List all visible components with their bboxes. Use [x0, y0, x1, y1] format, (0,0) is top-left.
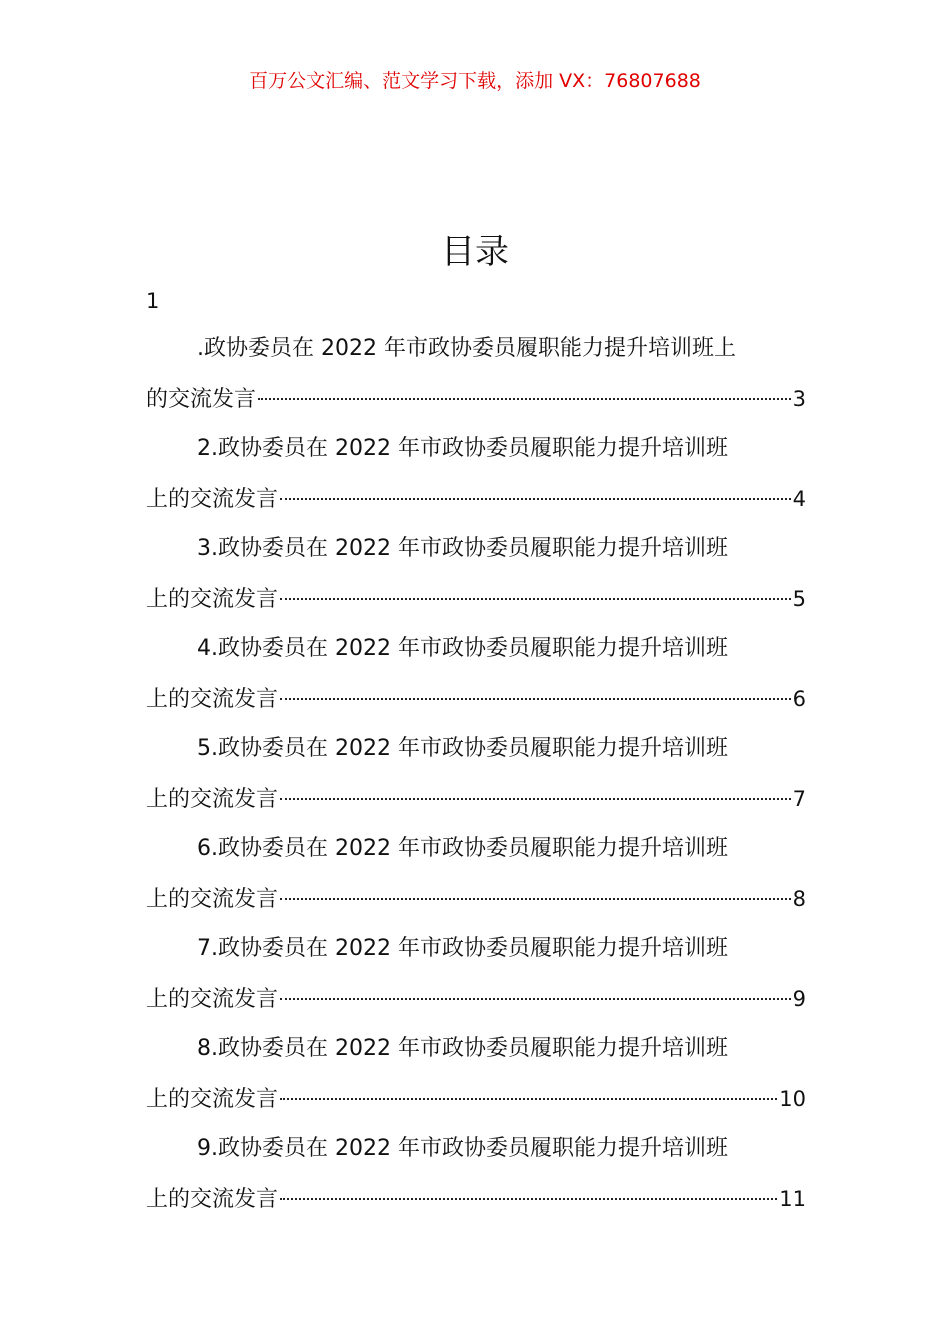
toc-entry-title-cont: 上的交流发言	[146, 1087, 279, 1112]
toc-entry-6[interactable]	[146, 824, 806, 924]
dot-leader	[280, 898, 791, 900]
dot-leader	[280, 598, 791, 600]
toc-entry-9[interactable]	[146, 1124, 806, 1224]
toc-entry-title: 5.政协委员在 2022 年市政协委员履职能力提升培训班	[197, 736, 728, 761]
toc-entry-5[interactable]	[146, 724, 806, 824]
toc-page-number: 7	[792, 787, 806, 811]
dot-leader	[280, 698, 791, 700]
toc-entry-title-cont: 上的交流发言	[146, 887, 279, 912]
toc-entry-title-cont: 上的交流发言	[146, 787, 279, 812]
dot-leader	[280, 1198, 777, 1200]
toc-number-line: 1	[146, 289, 160, 313]
toc-entry-7[interactable]	[146, 924, 806, 1024]
toc-entry-title-cont: 上的交流发言	[146, 687, 279, 712]
toc-entry-title-cont: 上的交流发言	[146, 587, 279, 612]
toc-entry-2[interactable]	[146, 424, 806, 524]
toc-entry-title: 7.政协委员在 2022 年市政协委员履职能力提升培训班	[197, 936, 728, 961]
toc-entry-title: .政协委员在 2022 年市政协委员履职能力提升培训班上	[197, 336, 736, 361]
toc-entry-title: 4.政协委员在 2022 年市政协委员履职能力提升培训班	[197, 636, 728, 661]
toc-page-number: 11	[779, 1187, 806, 1211]
promo-header: 百万公文汇编、范文学习下载，添加 VX：76807688	[249, 70, 701, 92]
toc-entry-4[interactable]	[146, 624, 806, 724]
toc-page-number: 5	[792, 587, 806, 611]
dot-leader	[280, 798, 791, 800]
dot-leader	[280, 1098, 777, 1100]
dot-leader	[280, 498, 791, 500]
toc-entry-title-cont: 上的交流发言	[146, 987, 279, 1012]
toc-entry-8[interactable]	[146, 1024, 806, 1124]
toc-page-number: 8	[792, 887, 806, 911]
toc-entry-title-cont: 的交流发言	[146, 387, 257, 412]
page-title: 目录	[441, 232, 509, 272]
toc-entry-title: 2.政协委员在 2022 年市政协委员履职能力提升培训班	[197, 436, 728, 461]
toc-page-number: 10	[779, 1087, 806, 1111]
dot-leader	[280, 998, 791, 1000]
table-of-contents	[146, 324, 806, 1224]
toc-entry-1[interactable]	[146, 324, 806, 424]
toc-entry-3[interactable]	[146, 524, 806, 624]
toc-page-number: 3	[792, 387, 806, 411]
toc-page-number: 4	[792, 487, 806, 511]
toc-entry-title: 6.政协委员在 2022 年市政协委员履职能力提升培训班	[197, 836, 728, 861]
toc-page-number: 9	[792, 987, 806, 1011]
toc-entry-title: 9.政协委员在 2022 年市政协委员履职能力提升培训班	[197, 1136, 728, 1161]
toc-page-number: 6	[792, 687, 806, 711]
toc-entry-title-cont: 上的交流发言	[146, 487, 279, 512]
toc-entry-title: 8.政协委员在 2022 年市政协委员履职能力提升培训班	[197, 1036, 728, 1061]
dot-leader	[258, 398, 791, 400]
toc-entry-title-cont: 上的交流发言	[146, 1187, 279, 1212]
toc-entry-title: 3.政协委员在 2022 年市政协委员履职能力提升培训班	[197, 536, 728, 561]
